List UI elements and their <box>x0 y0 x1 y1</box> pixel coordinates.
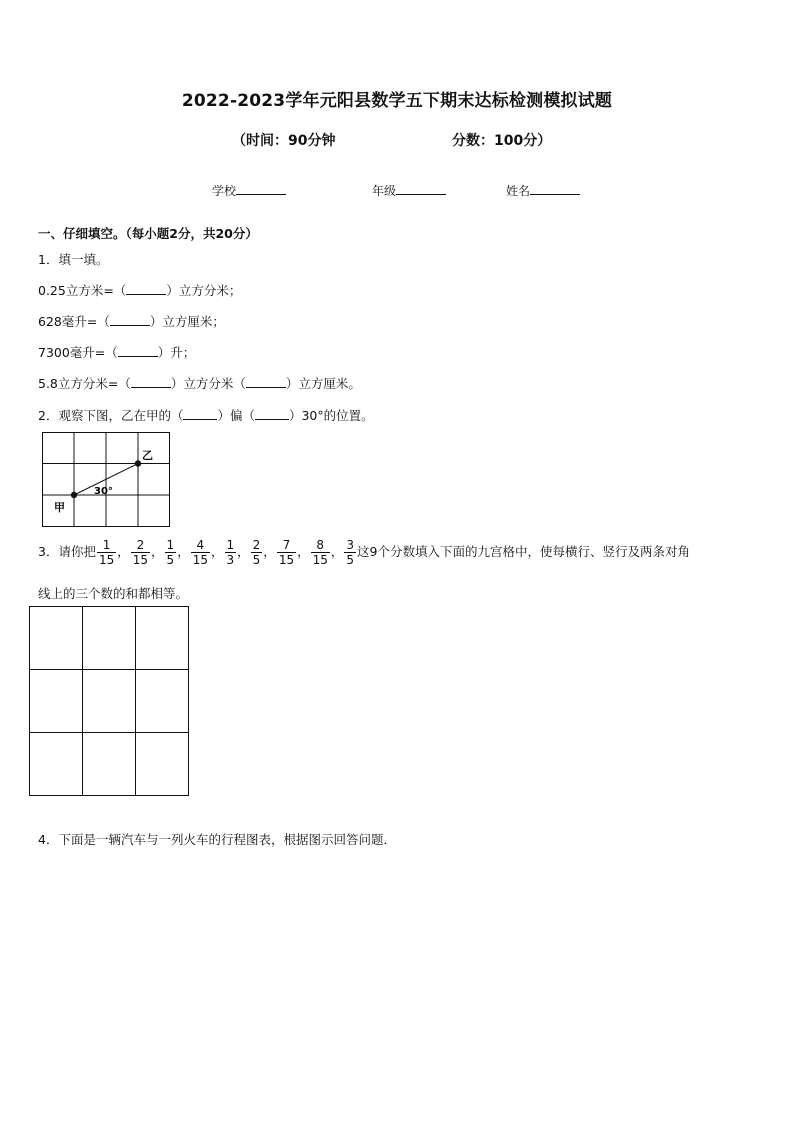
q1-line-1-b: ）立方分米； <box>166 283 242 298</box>
fraction-denominator: 15 <box>98 553 115 567</box>
page-title: 2022-2023学年元阳县数学五下期末达标检测模拟试题 <box>181 91 613 111</box>
q1-line-1-a: 0.25立方米=（ <box>38 283 127 298</box>
answer-blank[interactable] <box>255 409 289 420</box>
label-yi: 乙 <box>142 449 153 462</box>
q4-text: 4．下面是一辆汽车与一列火车的行程图表，根据图示回答问题． <box>38 832 396 847</box>
q2-text-b: ）偏（ <box>217 408 255 423</box>
fraction-separator: ， <box>297 544 310 559</box>
name-field[interactable] <box>506 182 580 199</box>
name-label: 姓名 <box>506 184 531 198</box>
grid-cell[interactable] <box>30 733 83 796</box>
answer-blank[interactable] <box>131 377 171 388</box>
fraction-denominator: 15 <box>192 553 208 567</box>
q2-text-c: ）30°的位置。 <box>288 408 374 423</box>
answer-blank[interactable] <box>118 346 158 357</box>
school-blank[interactable] <box>236 182 286 195</box>
grid-cell[interactable] <box>30 670 83 733</box>
fraction-numerator: 2 <box>252 538 261 552</box>
fraction-denominator: 5 <box>166 553 175 567</box>
fraction-separator: ， <box>117 544 130 559</box>
fraction-numerator: 8 <box>316 538 325 552</box>
q3-tail: 这9个分数填入下面的九宫格中，使每横行、竖行及两条对角 <box>357 544 691 559</box>
q1-line-2 <box>38 312 225 330</box>
name-blank[interactable] <box>530 182 580 195</box>
fraction-denominator: 5 <box>252 553 261 567</box>
fraction-denominator: 15 <box>132 553 149 567</box>
fraction <box>277 538 296 567</box>
score-label: 分数：100分） <box>452 133 552 149</box>
answer-blank[interactable] <box>110 315 150 326</box>
grid-cell[interactable] <box>136 607 189 670</box>
answer-blank[interactable] <box>126 284 166 295</box>
q1-line-2-b: ）立方厘米； <box>149 314 225 329</box>
fraction-separator: ， <box>330 544 344 559</box>
q1-line-4-c: ）立方厘米。 <box>285 376 361 391</box>
q1-line-3-b: ）升； <box>157 345 196 360</box>
q3-line-1 <box>38 537 690 567</box>
q1-line-3-a: 7300毫升=（ <box>38 345 118 360</box>
direction-grid-figure <box>42 432 172 530</box>
fraction <box>131 538 150 567</box>
magic-square-grid <box>29 606 189 796</box>
q2-text <box>38 406 374 424</box>
q1-line-2-a: 628毫升=（ <box>38 314 110 329</box>
q1-line-3 <box>38 343 195 361</box>
fraction-numerator: 1 <box>102 538 111 552</box>
q1-line-4-b: ）立方分米（ <box>170 376 246 391</box>
fraction <box>191 538 210 567</box>
fraction-numerator: 3 <box>346 538 355 552</box>
fraction-separator: ， <box>177 544 190 559</box>
grid-cell[interactable] <box>83 670 136 733</box>
label-jia: 甲 <box>54 501 65 514</box>
grid-cell[interactable] <box>136 670 189 733</box>
fraction-numerator: 2 <box>136 538 145 552</box>
fraction-denominator: 15 <box>278 553 295 567</box>
fraction <box>311 538 330 567</box>
grid-cell[interactable] <box>136 733 189 796</box>
school-field[interactable] <box>212 182 286 199</box>
fraction-separator: ， <box>151 544 164 559</box>
angle-label: 30° <box>94 486 113 497</box>
grid-cell[interactable] <box>83 607 136 670</box>
answer-blank[interactable] <box>246 377 286 388</box>
fraction-numerator: 1 <box>166 538 175 552</box>
time-label: （时间：90分钟 <box>232 133 336 149</box>
grid-cell[interactable] <box>30 607 83 670</box>
q3-line-2: 线上的三个数的和都相等。 <box>38 586 189 601</box>
section-heading: 一、仔细填空。（每小题2分，共20分） <box>38 226 258 241</box>
grade-field[interactable] <box>372 182 446 199</box>
fraction <box>251 538 263 567</box>
fraction <box>97 538 116 567</box>
fraction <box>225 538 237 567</box>
q1-line-4 <box>38 374 361 392</box>
fraction-denominator: 3 <box>226 553 235 567</box>
fraction-separator: ， <box>237 544 250 559</box>
fraction-list <box>96 538 357 567</box>
point-jia <box>71 492 77 498</box>
grade-label: 年级 <box>372 184 397 198</box>
q3-lead: 3．请你把 <box>38 544 96 559</box>
fraction-numerator: 7 <box>282 538 291 552</box>
grade-blank[interactable] <box>396 182 446 195</box>
fraction <box>165 538 177 567</box>
answer-blank[interactable] <box>183 409 217 420</box>
grid-cell[interactable] <box>83 733 136 796</box>
fraction-separator: ， <box>210 544 224 559</box>
fraction-separator: ， <box>263 544 276 559</box>
q1-line-4-a: 5.8立方分米=（ <box>38 376 131 391</box>
school-label: 学校 <box>212 184 237 198</box>
fraction-denominator: 15 <box>312 553 328 567</box>
q2-text-a: 2．观察下图，乙在甲的（ <box>38 408 184 423</box>
fraction-numerator: 4 <box>196 538 205 552</box>
q1-line-1 <box>38 281 241 299</box>
fraction <box>344 538 356 567</box>
fraction-numerator: 1 <box>226 538 235 552</box>
point-yi <box>135 460 141 466</box>
fraction-denominator: 5 <box>346 553 355 567</box>
q1-number: 1．填一填。 <box>38 252 109 267</box>
